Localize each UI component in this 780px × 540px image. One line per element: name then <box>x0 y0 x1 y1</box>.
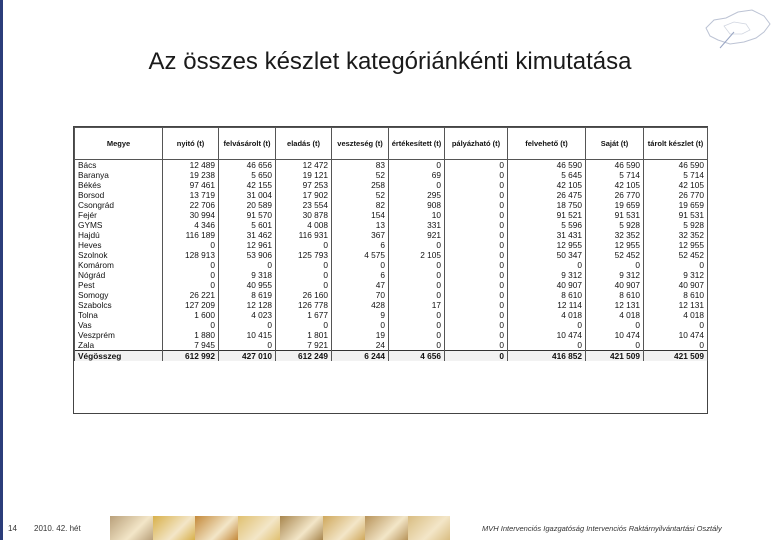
table-row <box>75 240 708 250</box>
value-cell: 612 249 <box>276 351 332 362</box>
value-cell: 4 008 <box>276 220 332 230</box>
value-cell: 0 <box>445 270 508 280</box>
value-cell: 0 <box>445 280 508 290</box>
value-cell: 0 <box>332 260 389 270</box>
value-cell: 97 253 <box>276 180 332 190</box>
county-cell: Vas <box>75 320 163 330</box>
value-cell: 125 793 <box>276 250 332 260</box>
value-cell: 26 770 <box>586 190 644 200</box>
column-header: pályázható (t) <box>445 128 508 160</box>
value-cell: 0 <box>445 180 508 190</box>
county-cell: Veszprém <box>75 330 163 340</box>
value-cell: 1 677 <box>276 310 332 320</box>
table-row <box>75 210 708 220</box>
value-cell: 12 955 <box>508 240 586 250</box>
value-cell: 26 160 <box>276 290 332 300</box>
value-cell: 4 018 <box>508 310 586 320</box>
value-cell: 46 590 <box>508 160 586 171</box>
value-cell: 70 <box>332 290 389 300</box>
value-cell: 0 <box>586 340 644 351</box>
value-cell: 42 155 <box>219 180 276 190</box>
value-cell: 22 706 <box>163 200 219 210</box>
value-cell: 295 <box>389 190 445 200</box>
table-row <box>75 290 708 300</box>
table-row <box>75 190 708 200</box>
value-cell: 42 105 <box>644 180 708 190</box>
value-cell: 91 570 <box>219 210 276 220</box>
value-cell: 428 <box>332 300 389 310</box>
value-cell: 10 474 <box>586 330 644 340</box>
value-cell: 50 347 <box>508 250 586 260</box>
value-cell: 42 105 <box>508 180 586 190</box>
value-cell: 0 <box>445 210 508 220</box>
county-cell: Somogy <box>75 290 163 300</box>
inventory-table <box>74 127 708 361</box>
value-cell: 19 238 <box>163 170 219 180</box>
table-header-row <box>75 128 708 160</box>
value-cell: 4 023 <box>219 310 276 320</box>
grain-photo-tile <box>195 516 238 540</box>
value-cell: 17 902 <box>276 190 332 200</box>
value-cell: 0 <box>445 330 508 340</box>
value-cell: 52 <box>332 170 389 180</box>
value-cell: 0 <box>389 280 445 290</box>
value-cell: 7 921 <box>276 340 332 351</box>
value-cell: 19 <box>332 330 389 340</box>
department-label: MVH Intervenciós Igazgatóság Intervenciós Raktárnyilvántartási Osztály <box>482 524 722 533</box>
value-cell: 19 659 <box>644 200 708 210</box>
value-cell: 5 714 <box>586 170 644 180</box>
value-cell: 31 431 <box>508 230 586 240</box>
value-cell: 40 907 <box>644 280 708 290</box>
value-cell: 9 312 <box>644 270 708 280</box>
value-cell: 8 619 <box>219 290 276 300</box>
county-cell: Bács <box>75 160 163 171</box>
page-number: 14 <box>8 524 17 533</box>
value-cell: 13 <box>332 220 389 230</box>
value-cell: 19 121 <box>276 170 332 180</box>
value-cell: 0 <box>389 290 445 300</box>
value-cell: 91 531 <box>644 210 708 220</box>
grain-photo-tile <box>110 516 153 540</box>
value-cell: 46 590 <box>586 160 644 171</box>
value-cell: 0 <box>163 260 219 270</box>
value-cell: 0 <box>219 340 276 351</box>
value-cell: 0 <box>219 320 276 330</box>
inventory-table-container <box>73 126 708 414</box>
value-cell: 5 596 <box>508 220 586 230</box>
table-row <box>75 300 708 310</box>
value-cell: 421 509 <box>644 351 708 362</box>
value-cell: 69 <box>389 170 445 180</box>
value-cell: 7 945 <box>163 340 219 351</box>
value-cell: 0 <box>219 260 276 270</box>
value-cell: 4 575 <box>332 250 389 260</box>
table-row <box>75 220 708 230</box>
value-cell: 12 131 <box>586 300 644 310</box>
value-cell: 12 472 <box>276 160 332 171</box>
value-cell: 0 <box>445 170 508 180</box>
value-cell: 0 <box>445 250 508 260</box>
value-cell: 0 <box>276 270 332 280</box>
week-label: 2010. 42. hét <box>34 524 81 533</box>
county-cell: Pest <box>75 280 163 290</box>
value-cell: 0 <box>508 320 586 330</box>
value-cell: 0 <box>163 280 219 290</box>
value-cell: 40 907 <box>508 280 586 290</box>
value-cell: 0 <box>445 351 508 362</box>
value-cell: 12 955 <box>644 240 708 250</box>
value-cell: 1 600 <box>163 310 219 320</box>
value-cell: 0 <box>276 320 332 330</box>
table-row <box>75 330 708 340</box>
value-cell: 9 <box>332 310 389 320</box>
table-row <box>75 250 708 260</box>
value-cell: 116 189 <box>163 230 219 240</box>
value-cell: 52 452 <box>586 250 644 260</box>
value-cell: 46 656 <box>219 160 276 171</box>
value-cell: 0 <box>163 270 219 280</box>
value-cell: 921 <box>389 230 445 240</box>
value-cell: 19 659 <box>586 200 644 210</box>
value-cell: 26 475 <box>508 190 586 200</box>
value-cell: 8 610 <box>508 290 586 300</box>
value-cell: 0 <box>276 240 332 250</box>
value-cell: 40 955 <box>219 280 276 290</box>
value-cell: 126 778 <box>276 300 332 310</box>
value-cell: 0 <box>445 320 508 330</box>
value-cell: 83 <box>332 160 389 171</box>
value-cell: 9 312 <box>508 270 586 280</box>
value-cell: 367 <box>332 230 389 240</box>
value-cell: 17 <box>389 300 445 310</box>
table-body <box>75 160 708 362</box>
value-cell: 0 <box>276 280 332 290</box>
value-cell: 13 719 <box>163 190 219 200</box>
value-cell: 0 <box>508 260 586 270</box>
value-cell: 0 <box>644 320 708 330</box>
page-title: Az összes készlet kategóriánkénti kimutatása <box>148 48 632 75</box>
value-cell: 10 415 <box>219 330 276 340</box>
value-cell: 0 <box>445 190 508 200</box>
grain-photo-tile <box>238 516 281 540</box>
value-cell: 30 878 <box>276 210 332 220</box>
value-cell: 0 <box>644 260 708 270</box>
value-cell: 9 312 <box>586 270 644 280</box>
value-cell: 53 906 <box>219 250 276 260</box>
value-cell: 4 018 <box>586 310 644 320</box>
value-cell: 1 801 <box>276 330 332 340</box>
column-header: értékesített (t) <box>389 128 445 160</box>
value-cell: 24 <box>332 340 389 351</box>
value-cell: 20 589 <box>219 200 276 210</box>
value-cell: 12 131 <box>644 300 708 310</box>
value-cell: 52 452 <box>644 250 708 260</box>
value-cell: 6 <box>332 270 389 280</box>
value-cell: 10 474 <box>508 330 586 340</box>
table-row <box>75 260 708 270</box>
county-cell: Békés <box>75 180 163 190</box>
table-row <box>75 310 708 320</box>
value-cell: 1 880 <box>163 330 219 340</box>
grain-photo-tile <box>365 516 408 540</box>
value-cell: 0 <box>389 330 445 340</box>
value-cell: 0 <box>445 160 508 171</box>
value-cell: 47 <box>332 280 389 290</box>
county-cell: Heves <box>75 240 163 250</box>
value-cell: 116 931 <box>276 230 332 240</box>
value-cell: 12 961 <box>219 240 276 250</box>
value-cell: 40 907 <box>586 280 644 290</box>
table-row <box>75 230 708 240</box>
value-cell: 2 105 <box>389 250 445 260</box>
value-cell: 0 <box>389 180 445 190</box>
value-cell: 416 852 <box>508 351 586 362</box>
value-cell: 5 928 <box>644 220 708 230</box>
value-cell: 0 <box>163 240 219 250</box>
value-cell: 258 <box>332 180 389 190</box>
column-header: veszteség (t) <box>332 128 389 160</box>
table-row <box>75 180 708 190</box>
value-cell: 23 554 <box>276 200 332 210</box>
value-cell: 0 <box>389 160 445 171</box>
value-cell: 0 <box>276 260 332 270</box>
column-header: tárolt készlet (t) <box>644 128 708 160</box>
value-cell: 0 <box>445 260 508 270</box>
value-cell: 0 <box>445 310 508 320</box>
county-cell: Nógrád <box>75 270 163 280</box>
column-header: Saját (t) <box>586 128 644 160</box>
county-cell: Zala <box>75 340 163 351</box>
value-cell: 9 318 <box>219 270 276 280</box>
value-cell: 5 645 <box>508 170 586 180</box>
table-row <box>75 320 708 330</box>
value-cell: 91 521 <box>508 210 586 220</box>
value-cell: 0 <box>389 270 445 280</box>
value-cell: 8 610 <box>586 290 644 300</box>
county-cell: GYMS <box>75 220 163 230</box>
value-cell: 5 714 <box>644 170 708 180</box>
value-cell: 427 010 <box>219 351 276 362</box>
value-cell: 31 462 <box>219 230 276 240</box>
value-cell: 128 913 <box>163 250 219 260</box>
value-cell: 0 <box>445 240 508 250</box>
value-cell: 0 <box>508 340 586 351</box>
table-row <box>75 270 708 280</box>
value-cell: 91 531 <box>586 210 644 220</box>
footer-bar <box>0 514 780 540</box>
value-cell: 12 955 <box>586 240 644 250</box>
grain-photo-strip <box>110 516 450 540</box>
value-cell: 12 114 <box>508 300 586 310</box>
value-cell: 127 209 <box>163 300 219 310</box>
value-cell: 908 <box>389 200 445 210</box>
value-cell: 82 <box>332 200 389 210</box>
value-cell: 0 <box>445 220 508 230</box>
value-cell: 8 610 <box>644 290 708 300</box>
value-cell: 0 <box>163 320 219 330</box>
column-header: eladás (t) <box>276 128 332 160</box>
value-cell: 32 352 <box>644 230 708 240</box>
value-cell: 12 489 <box>163 160 219 171</box>
value-cell: 331 <box>389 220 445 230</box>
value-cell: 154 <box>332 210 389 220</box>
value-cell: 0 <box>389 320 445 330</box>
value-cell: 12 128 <box>219 300 276 310</box>
left-accent-rule <box>0 0 3 540</box>
county-cell: Tolna <box>75 310 163 320</box>
table-row <box>75 340 708 351</box>
value-cell: 0 <box>445 230 508 240</box>
value-cell: 0 <box>389 260 445 270</box>
value-cell: 46 590 <box>644 160 708 171</box>
county-cell: Szolnok <box>75 250 163 260</box>
column-header: nyitó (t) <box>163 128 219 160</box>
value-cell: 4 018 <box>644 310 708 320</box>
grain-photo-tile <box>408 516 451 540</box>
county-cell: Borsod <box>75 190 163 200</box>
value-cell: 97 461 <box>163 180 219 190</box>
table-row <box>75 160 708 171</box>
county-cell: Csongrád <box>75 200 163 210</box>
county-cell: Fejér <box>75 210 163 220</box>
value-cell: 18 750 <box>508 200 586 210</box>
grain-photo-tile <box>280 516 323 540</box>
value-cell: 5 928 <box>586 220 644 230</box>
value-cell: 0 <box>445 290 508 300</box>
value-cell: 0 <box>389 310 445 320</box>
value-cell: 42 105 <box>586 180 644 190</box>
county-cell: Komárom <box>75 260 163 270</box>
county-cell: Végösszeg <box>75 351 163 362</box>
value-cell: 5 650 <box>219 170 276 180</box>
column-header: felvehető (t) <box>508 128 586 160</box>
value-cell: 32 352 <box>586 230 644 240</box>
county-cell: Hajdú <box>75 230 163 240</box>
column-header: felvásárolt (t) <box>219 128 276 160</box>
value-cell: 26 770 <box>644 190 708 200</box>
value-cell: 4 346 <box>163 220 219 230</box>
value-cell: 10 <box>389 210 445 220</box>
value-cell: 52 <box>332 190 389 200</box>
value-cell: 0 <box>644 340 708 351</box>
value-cell: 0 <box>586 320 644 330</box>
value-cell: 0 <box>389 240 445 250</box>
value-cell: 0 <box>445 340 508 351</box>
value-cell: 30 994 <box>163 210 219 220</box>
column-header: Megye <box>75 128 163 160</box>
county-cell: Szabolcs <box>75 300 163 310</box>
value-cell: 4 656 <box>389 351 445 362</box>
value-cell: 6 244 <box>332 351 389 362</box>
value-cell: 612 992 <box>163 351 219 362</box>
county-cell: Baranya <box>75 170 163 180</box>
value-cell: 10 474 <box>644 330 708 340</box>
value-cell: 5 601 <box>219 220 276 230</box>
value-cell: 421 509 <box>586 351 644 362</box>
value-cell: 26 221 <box>163 290 219 300</box>
table-row <box>75 170 708 180</box>
table-row <box>75 200 708 210</box>
grain-photo-tile <box>323 516 366 540</box>
value-cell: 6 <box>332 240 389 250</box>
grain-photo-tile <box>153 516 196 540</box>
value-cell: 0 <box>445 300 508 310</box>
value-cell: 0 <box>586 260 644 270</box>
value-cell: 0 <box>332 320 389 330</box>
value-cell: 0 <box>445 200 508 210</box>
value-cell: 0 <box>389 340 445 351</box>
total-row <box>75 351 708 362</box>
value-cell: 31 004 <box>219 190 276 200</box>
table-row <box>75 280 708 290</box>
